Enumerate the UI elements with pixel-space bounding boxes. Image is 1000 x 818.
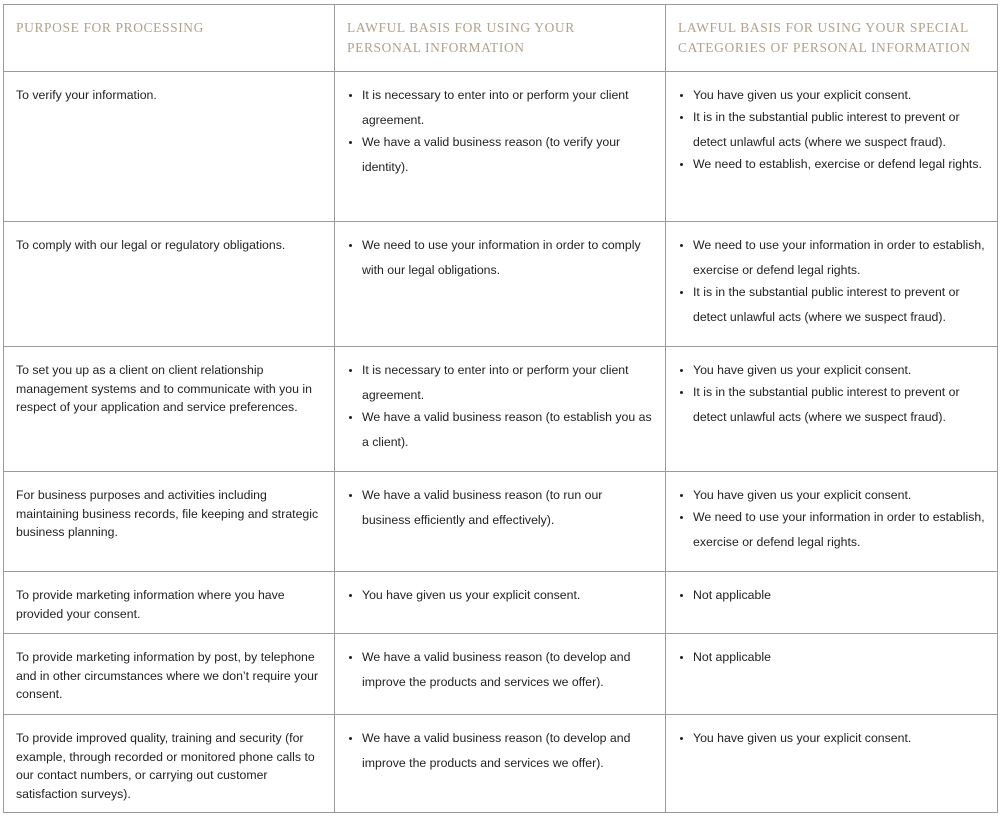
special-basis-list — [678, 358, 985, 430]
table-row — [4, 222, 998, 347]
special-basis-list — [678, 726, 985, 751]
purpose-cell: To verify your information. — [4, 72, 335, 222]
table-row — [4, 715, 998, 813]
special-basis-cell — [666, 572, 998, 634]
list-item: • You have given us your explicit consent. — [693, 83, 985, 108]
purpose-cell: To comply with our legal or regulatory obligations. — [4, 222, 335, 347]
special-basis-cell — [666, 72, 998, 222]
header-personal-basis: LAWFUL BASIS FOR USING YOUR PERSONAL INFORMATION — [335, 5, 666, 72]
list-item: • We have a valid business reason (to establish you as a client). — [362, 405, 653, 455]
list-item: • You have given us your explicit consent. — [693, 483, 985, 508]
list-item: • It is necessary to enter into or perform your client agreement. — [362, 358, 653, 408]
list-item: • We need to use your information in order to establish, exercise or defend legal rights. — [693, 233, 985, 283]
table-row — [4, 472, 998, 572]
list-item: • It is in the substantial public interest to prevent or detect unlawful acts (where we suspect fraud). — [693, 105, 985, 155]
purpose-cell: To set you up as a client on client relationship management systems and to communicate with you in respect of your application and service preferences. — [4, 347, 335, 472]
lawful-basis-table — [3, 4, 998, 813]
list-item: • Not applicable — [693, 645, 985, 670]
personal-basis-list — [347, 645, 653, 695]
personal-basis-cell — [335, 347, 666, 472]
header-row — [4, 5, 998, 72]
list-item: • We need to use your information in order to establish, exercise or defend legal rights. — [693, 505, 985, 555]
personal-basis-cell — [335, 222, 666, 347]
list-item: • It is in the substantial public interest to prevent or detect unlawful acts (where we suspect fraud). — [693, 380, 985, 430]
personal-basis-cell — [335, 634, 666, 715]
list-item: • Not applicable — [693, 583, 985, 608]
list-item: • You have given us your explicit consent. — [693, 726, 985, 751]
header-purpose: PURPOSE FOR PROCESSING — [4, 5, 335, 72]
list-item: • We need to establish, exercise or defend legal rights. — [693, 152, 985, 177]
personal-basis-cell — [335, 715, 666, 813]
list-item: • It is necessary to enter into or perform your client agreement. — [362, 83, 653, 133]
table-row — [4, 634, 998, 715]
list-item: • It is in the substantial public interest to prevent or detect unlawful acts (where we suspect fraud). — [693, 280, 985, 330]
purpose-cell: To provide marketing information where you have provided your consent. — [4, 572, 335, 634]
list-item: • You have given us your explicit consent. — [362, 583, 653, 608]
personal-basis-cell — [335, 572, 666, 634]
list-item: • We have a valid business reason (to run our business efficiently and effectively). — [362, 483, 653, 533]
special-basis-list — [678, 645, 985, 670]
special-basis-cell — [666, 634, 998, 715]
header-special-basis: LAWFUL BASIS FOR USING YOUR SPECIAL CATEGORIES OF PERSONAL INFORMATION — [666, 5, 998, 72]
table-body — [4, 72, 998, 813]
purpose-cell: To provide marketing information by post, by telephone and in other circumstances where we don’t require your consent. — [4, 634, 335, 715]
special-basis-cell — [666, 222, 998, 347]
personal-basis-list — [347, 233, 653, 283]
list-item: • We have a valid business reason (to develop and improve the products and services we offer). — [362, 726, 653, 776]
special-basis-list — [678, 233, 985, 330]
table-row — [4, 72, 998, 222]
special-basis-cell — [666, 715, 998, 813]
personal-basis-list — [347, 483, 653, 533]
purpose-cell: To provide improved quality, training and security (for example, through recorded or monitored phone calls to our contact numbers, or carrying out customer satisfaction surveys). — [4, 715, 335, 813]
personal-basis-cell — [335, 72, 666, 222]
special-basis-list — [678, 83, 985, 177]
special-basis-list — [678, 483, 985, 555]
table-row — [4, 572, 998, 634]
personal-basis-list — [347, 83, 653, 180]
personal-basis-list — [347, 726, 653, 776]
personal-basis-cell — [335, 472, 666, 572]
list-item: • We need to use your information in order to comply with our legal obligations. — [362, 233, 653, 283]
personal-basis-list — [347, 583, 653, 608]
special-basis-list — [678, 583, 985, 608]
list-item: • We have a valid business reason (to verify your identity). — [362, 130, 653, 180]
table-row — [4, 347, 998, 472]
list-item: • You have given us your explicit consent. — [693, 358, 985, 383]
special-basis-cell — [666, 347, 998, 472]
personal-basis-list — [347, 358, 653, 455]
purpose-cell: For business purposes and activities including maintaining business records, file keeping and strategic business planning. — [4, 472, 335, 572]
list-item: • We have a valid business reason (to develop and improve the products and services we offer). — [362, 645, 653, 695]
special-basis-cell — [666, 472, 998, 572]
